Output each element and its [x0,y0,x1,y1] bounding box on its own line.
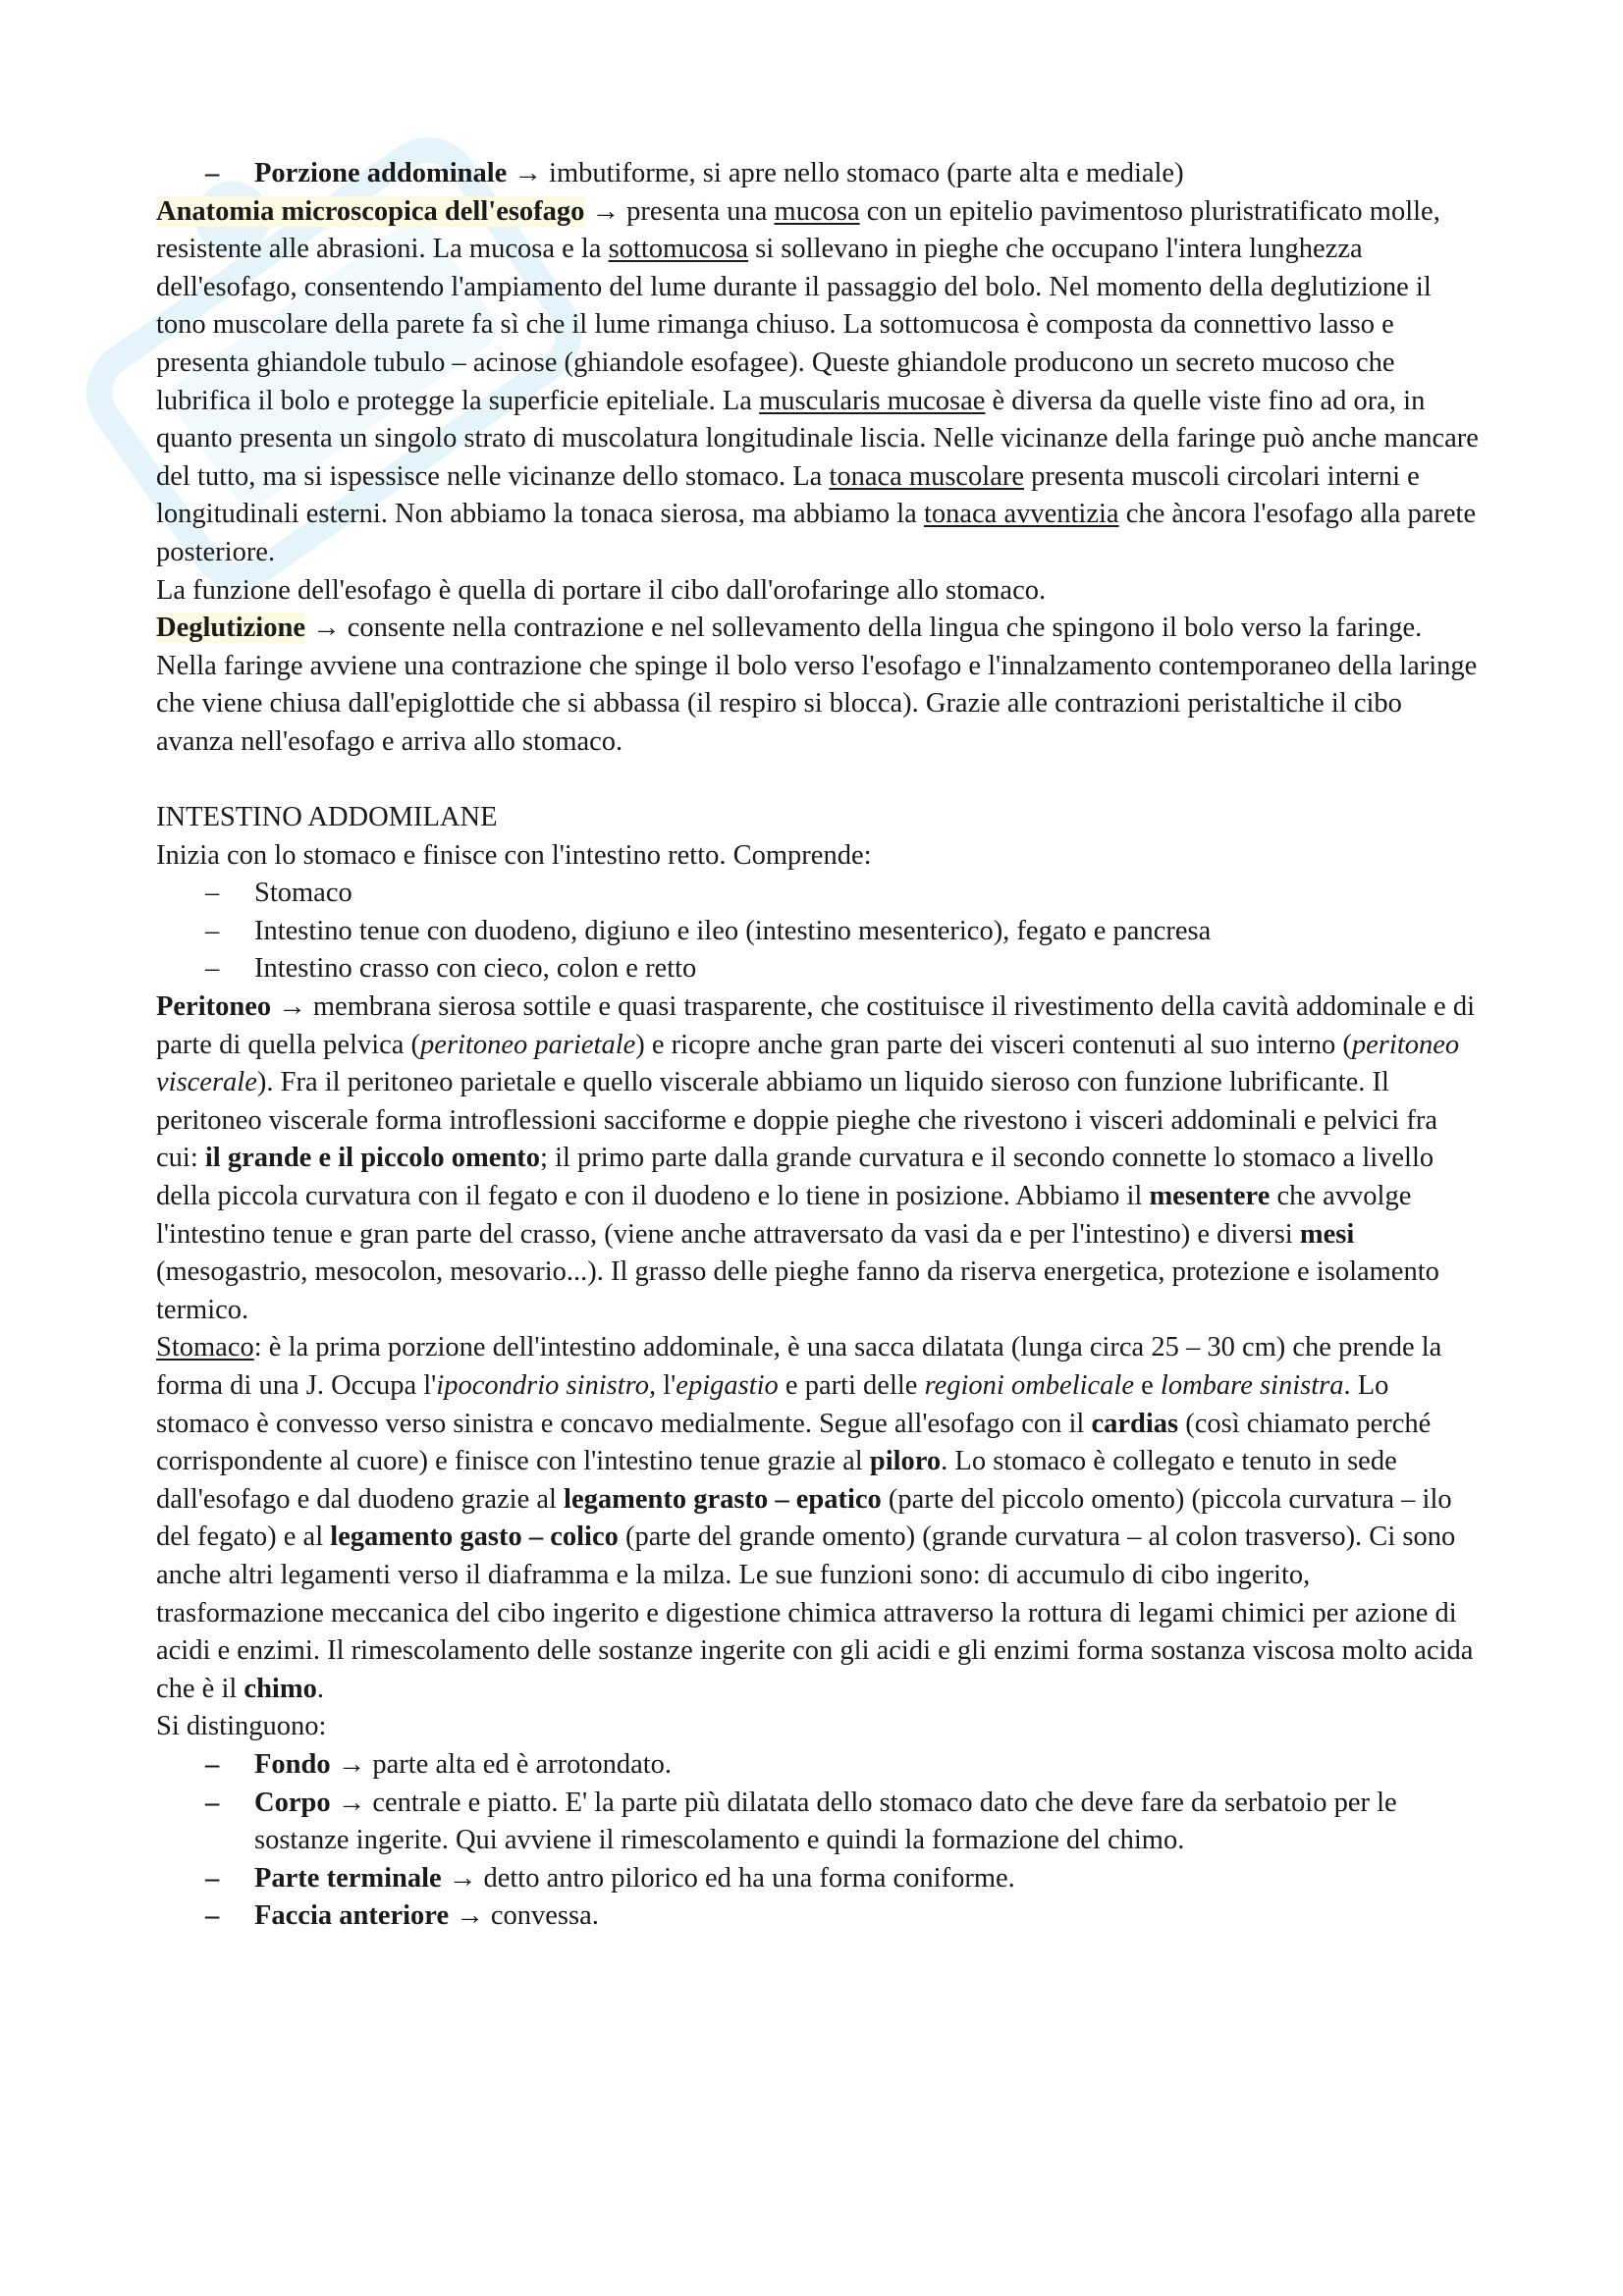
peritoneo-term: Peritoneo [156,991,272,1023]
list-item: – Corpo → centrale e piatto. E' la parte più dilatata dello stomaco dato che deve fare da serbatoio per le sostanze ingerite. Qui avviene il rimescolamento e quindi la formazione del chimo. [254,1785,1482,1860]
list-item: – Stomaco [254,875,1482,913]
intestino-intro: Inizia con lo stomaco e finisce con l'intestino retto. Comprende: [156,839,872,871]
list-item: – Fondo → parte alta ed è arrotondato. [254,1746,1482,1785]
esofago-porzioni-list [156,155,1482,193]
distinguono-label: Si distinguono: [156,1711,327,1742]
stomaco-parts-list [156,1746,1482,1936]
funzione-paragraph: La funzione dell'esofago è quella di portare il cibo dall'orofaringe allo stomaco. [156,574,1047,606]
stomaco-term: Stomaco [156,1332,254,1363]
list-item: – Faccia anteriore → convessa. [254,1897,1482,1936]
list-item: – Intestino tenue con duodeno, digiuno e ileo (intestino mesenterico), fegato e pancresa [254,913,1482,951]
anatomia-paragraph: Anatomia microscopica dell'esofago → presenta una mucosa con un epitelio pavimentoso pluristratificato molle, resistente alle abrasioni. La mucosa e la sottomucosa si sollevano in pieghe che occupano l'intera lunghezza dell'esofago, consentendo l'ampiamento del lume durante il passaggio del bolo. Nel momento della deglutizione il tono muscolare della parete fa sì che il lume rimanga chiuso. La sottomucosa è composta da connettivo lasso e presenta ghiandole tubulo – acinose (ghiandole esofagee). Queste ghiandole producono un secreto mucoso che lubrifica il bolo e protegge la superficie epiteliale. La muscularis mucosae è diversa da quelle viste fino ad ora, in quanto presenta un singolo strato di muscolatura longitudinale liscia. Nelle vicinanze della faringe può anche mancare del tutto, ma si ispessisce nelle vicinanze dello stomaco. La tonaca muscolare presenta muscoli circolari interni e longitudinali esterni. Non abbiamo la tonaca sierosa, ma abbiamo la tonaca avventizia che àncora l'esofago alla parete posteriore. [156,195,1479,567]
deglutizione-term: Deglutizione [156,613,305,644]
list-item: – Intestino crasso con cieco, colon e retto [254,950,1482,988]
deglutizione-paragraph: Deglutizione → consente nella contrazione e nel sollevamento della lingua che spingono il bolo verso la faringe. Nella faringe avviene una contrazione che spinge il bolo verso l'esofago e l'innalzamento contemporaneo della laringe che viene chiusa dall'epiglottide che si abbassa (il respiro si blocca). Grazie alle contrazioni peristaltiche il cibo avanza nell'esofago e arriva allo stomaco. [156,613,1478,757]
peritoneo-paragraph: Peritoneo → membrana sierosa sottile e quasi trasparente, che costituisce il rivestimento della cavità addominale e di parte di quella pelvica (peritoneo parietale) e ricopre anche gran parte dei visceri contenuti al suo interno (peritoneo viscerale). Fra il peritoneo parietale e quello viscerale abbiamo un liquido sieroso con funzione lubrificante. Il peritoneo viscerale forma introflessioni sacciforme e doppie pieghe che rivestono i visceri addominali e pelvici fra cui: il grande e il piccolo omento; il primo parte dalla grande curvatura e il secondo connette lo stomaco a livello della piccola curvatura con il fegato e con il duodeno e lo tiene in posizione. Abbiamo il mesentere che avvolge l'intestino tenue e gran parte del crasso, (viene anche attraversato da vasi da e per l'intestino) e diversi mesi (mesogastrio, mesocolon, mesovario...). Il grasso delle pieghe fanno da riserva energetica, protezione e isolamento termico. [156,991,1476,1325]
list-item: – Porzione addominale → imbutiforme, si apre nello stomaco (parte alta e mediale) [254,155,1482,193]
section-heading: INTESTINO ADDOMILANE [156,802,498,833]
anatomia-term: Anatomia microscopica dell'esofago [156,195,585,227]
list-item: – Parte terminale → detto antro pilorico ed ha una forma coniforme. [254,1860,1482,1898]
stomaco-paragraph: Stomaco: è la prima porzione dell'intestino addominale, è una sacca dilatata (lunga circa 25 – 30 cm) che prende la forma di una J. Occupa l'ipocondrio sinistro, l'epigastio e parti delle regioni ombelicale e lombare sinistra. Lo stomaco è convesso verso sinistra e concavo medialmente. Segue all'esofago con il cardias (così chiamato perché corrispondente al cuore) e finisce con l'intestino tenue grazie al piloro. Lo stomaco è collegato e tenuto in sede dall'esofago e dal duodeno grazie al legamento grasto – epatico (parte del piccolo omento) (piccola curvatura – ilo del fegato) e al legamento gasto – colico (parte del grande omento) (grande curvatura – al colon trasverso). Ci sono anche altri legamenti verso il diaframma e la milza. Le sue funzioni sono: di accumulo di cibo ingerito, trasformazione meccanica del cibo ingerito e digestione chimica attraverso la rottura di legami chimici per azione di acidi e enzimi. Il rimescolamento delle sostanze ingerite con gli acidi e gli enzimi forma sostanza viscosa molto acida che è il chimo. [156,1332,1474,1704]
intestino-list [156,875,1482,988]
document-page [156,155,1482,1936]
